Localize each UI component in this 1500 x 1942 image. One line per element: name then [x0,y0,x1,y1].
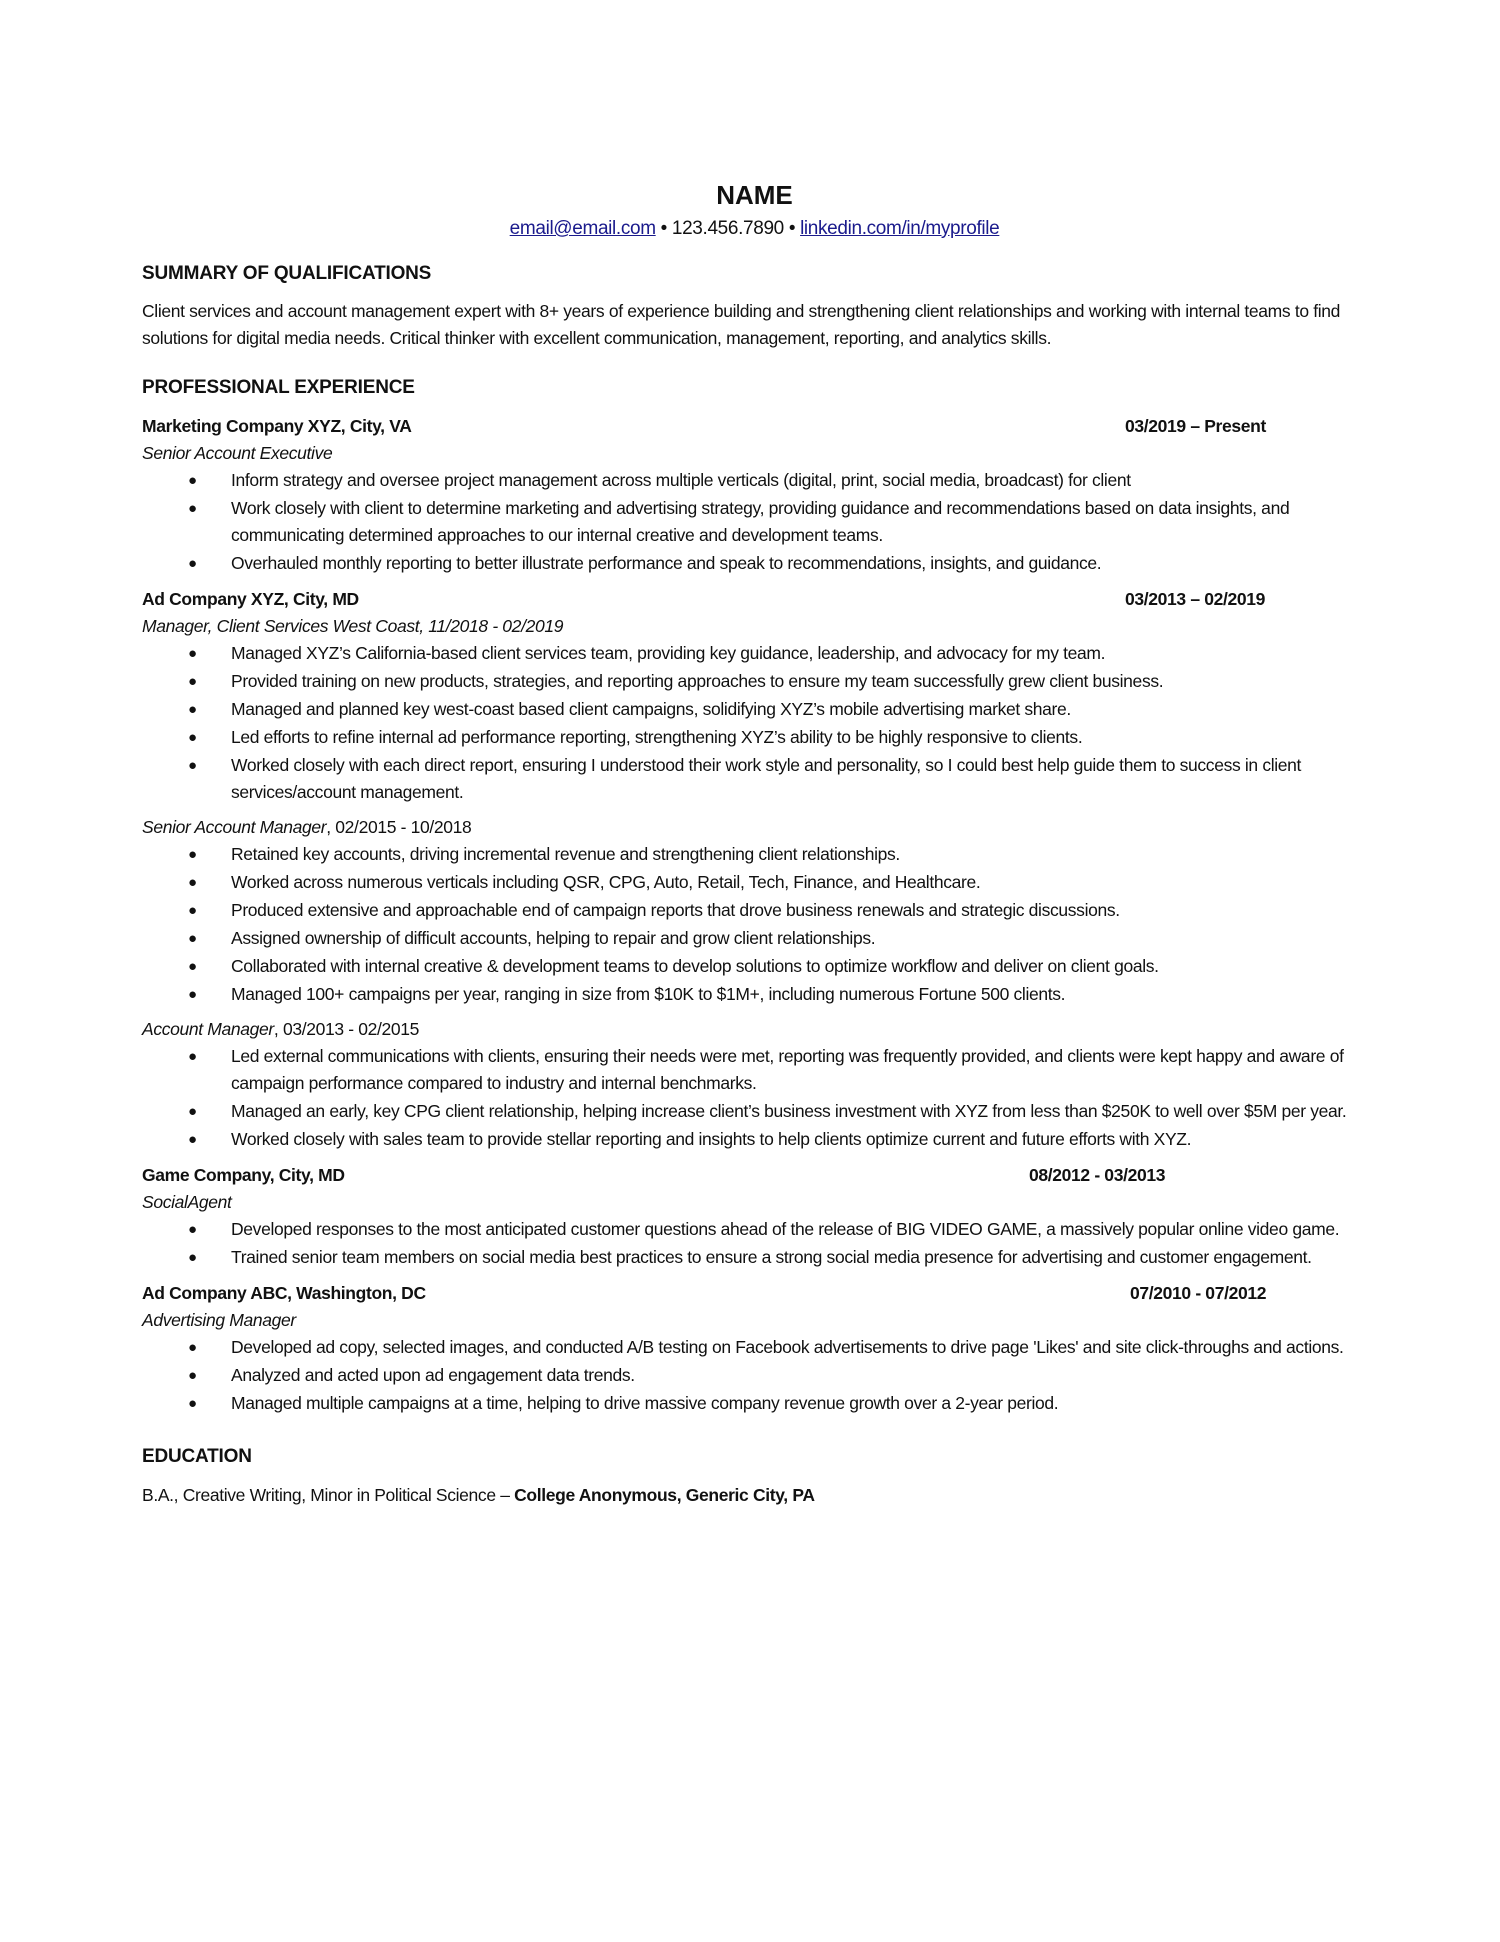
bullet-icon: ● [188,958,197,975]
bullet-text: Trained senior team members on social media best practices to ensure a strong social media presence for advertising and customer engagement. [231,1247,1312,1267]
degree: B.A., Creative Writing, Minor in Political Science – [142,1485,515,1505]
list-item [142,495,1367,549]
bullet-icon: ● [188,1249,197,1266]
role-title: Senior Account Executive [142,443,333,463]
bullet-text: Worked across numerous verticals including QSR, CPG, Auto, Retail, Tech, Finance, and Healthcare. [231,872,981,892]
bullet-icon: ● [188,729,197,746]
job-entry [142,1161,1367,1271]
bullet-text: Analyzed and acted upon ad engagement data trends. [231,1365,635,1385]
list-item [142,1043,1367,1097]
bullet-icon: ● [188,1395,197,1412]
role-title: Advertising Manager [142,1310,296,1330]
role-name: Account Manager [142,1019,274,1039]
job-dates: 03/2013 – 02/2019 [1125,589,1266,609]
bullet-icon: ● [188,1367,197,1384]
job-dates: 03/2019 – Present [1125,416,1266,436]
job-entry [142,412,1367,577]
summary-text: Client services and account management expert with 8+ years of experience building and strengthening client relationships and working with internal teams to find solutions for digital media needs. Critical thinker with excellent communication, management, reporting, and analytics skills. [142,301,1341,348]
company: Ad Company ABC, Washington, DC [142,1283,426,1303]
bullet-list [142,1334,1367,1417]
list-item [142,640,1367,667]
job-entry [142,585,1367,1153]
resume-page [142,178,1367,1509]
education-entry [142,1481,1367,1509]
bullet-text: Led external communications with clients, ensuring their needs were met, reporting was frequently provided, and clients were kept happy and aware of campaign performance compared to industry and internal benchmarks. [231,1046,1344,1093]
role-name: Senior Account Manager [142,817,327,837]
education-heading: EDUCATION [142,1446,252,1467]
list-item [142,1126,1367,1153]
bullet-icon: ● [188,472,197,489]
role-title: Manager, Client Services West Coast, 11/2018 - 02/2019 [142,616,564,636]
separator: • [788,218,801,239]
bullet-text: Collaborated with internal creative & development teams to develop solutions to optimize workflow and deliver on client goals. [231,956,1159,976]
bullet-text: Managed 100+ campaigns per year, ranging in size from $10K to $1M+, including numerous Fortune 500 clients. [231,984,1066,1004]
bullet-list [142,1043,1367,1153]
bullet-list [142,640,1367,806]
list-item [142,1244,1367,1271]
job-dates: 08/2012 - 03/2013 [1029,1165,1166,1185]
list-item [142,1362,1367,1389]
bullet-text: Managed multiple campaigns at a time, helping to drive massive company revenue growth over a 2-year period. [231,1393,1059,1413]
bullet-icon: ● [188,1131,197,1148]
linkedin-link[interactable]: linkedin.com/in/myprofile [800,218,1000,239]
list-item [142,869,1367,896]
bullet-text: Led efforts to refine internal ad performance reporting, strengthening XYZ’s ability to be highly responsive to clients. [231,727,1083,747]
list-item [142,953,1367,980]
list-item [142,925,1367,952]
bullet-text: Developed responses to the most anticipated customer questions ahead of the release of BIG VIDEO GAME, a massively popular online video game. [231,1219,1340,1239]
bullet-text: Work closely with client to determine marketing and advertising strategy, providing guidance and recommendations based on data insights, and communicating determined approaches to our internal creative and development teams. [231,498,1290,545]
bullet-icon: ● [188,500,197,517]
bullet-text: Overhauled monthly reporting to better illustrate performance and speak to recommendations, insights, and guidance. [231,553,1102,573]
job-dates: 07/2010 - 07/2012 [1130,1283,1267,1303]
bullet-icon: ● [188,645,197,662]
list-item [142,1334,1367,1361]
list-item [142,550,1367,577]
bullet-icon: ● [188,930,197,947]
bullet-icon: ● [188,673,197,690]
contact-line [142,214,1367,244]
separator: • [660,218,672,239]
summary-heading: SUMMARY OF QUALIFICATIONS [142,263,432,284]
job-entry [142,1279,1367,1417]
bullet-icon: ● [188,1339,197,1356]
role-period: , 02/2015 - 10/2018 [326,817,472,837]
bullet-icon: ● [188,874,197,891]
role-period: , 03/2013 - 02/2015 [273,1019,420,1039]
role-title [142,814,1367,841]
bullet-text: Managed an early, key CPG client relationship, helping increase client’s business investment with XYZ from less than $250K to well over $5M per year. [231,1101,1347,1121]
bullet-text: Retained key accounts, driving incremental revenue and strengthening client relationships. [231,844,900,864]
bullet-list [142,841,1367,1008]
bullet-text: Managed and planned key west-coast based client campaigns, solidifying XYZ’s mobile advertising market share. [231,699,1071,719]
experience-list [142,412,1367,1417]
bullet-icon: ● [188,986,197,1003]
bullet-text: Worked closely with sales team to provide stellar reporting and insights to help clients optimize current and future efforts with XYZ. [231,1129,1192,1149]
list-item [142,897,1367,924]
bullet-text: Managed XYZ’s California-based client services team, providing key guidance, leadership, and advocacy for my team. [231,643,1106,663]
company: Game Company, City, MD [142,1165,345,1185]
company: Marketing Company XYZ, City, VA [142,416,412,436]
email-link[interactable]: email@email.com [509,218,656,239]
list-item [142,1216,1367,1243]
phone-number: 123.456.7890 [671,218,784,239]
list-item [142,1098,1367,1125]
list-item [142,752,1367,806]
school: College Anonymous, Generic City, PA [514,1485,815,1505]
bullet-list [142,467,1367,577]
list-item [142,696,1367,723]
job-header [142,1279,1367,1307]
bullet-text: Inform strategy and oversee project management across multiple verticals (digital, print, social media, broadcast) for client [231,470,1131,490]
list-item [142,981,1367,1008]
bullet-icon: ● [188,846,197,863]
experience-heading: PROFESSIONAL EXPERIENCE [142,377,415,398]
bullet-text: Developed ad copy, selected images, and conducted A/B testing on Facebook advertisements to drive page 'Likes' and site click-throughs and actions. [231,1337,1344,1357]
job-header [142,585,1367,613]
bullet-text: Assigned ownership of difficult accounts, helping to repair and grow client relationships. [231,928,876,948]
bullet-icon: ● [188,555,197,572]
list-item [142,841,1367,868]
bullet-text: Provided training on new products, strategies, and reporting approaches to ensure my team successfully grew client business. [231,671,1164,691]
job-header [142,1161,1367,1189]
bullet-icon: ● [188,701,197,718]
list-item [142,724,1367,751]
bullet-text: Produced extensive and approachable end of campaign reports that drove business renewals and strategic discussions. [231,900,1120,920]
candidate-name: NAME [716,180,793,210]
bullet-icon: ● [188,1103,197,1120]
bullet-text: Worked closely with each direct report, ensuring I understood their work style and personality, so I could best help guide them to success in client services/account management. [231,755,1302,802]
bullet-list [142,1216,1367,1271]
bullet-icon: ● [188,1048,197,1065]
role-title [142,1016,1367,1043]
company: Ad Company XYZ, City, MD [142,589,359,609]
list-item [142,668,1367,695]
bullet-icon: ● [188,757,197,774]
bullet-icon: ● [188,1221,197,1238]
list-item [142,1390,1367,1417]
list-item [142,467,1367,494]
job-header [142,412,1367,440]
bullet-icon: ● [188,902,197,919]
role-title: SocialAgent [142,1192,232,1212]
